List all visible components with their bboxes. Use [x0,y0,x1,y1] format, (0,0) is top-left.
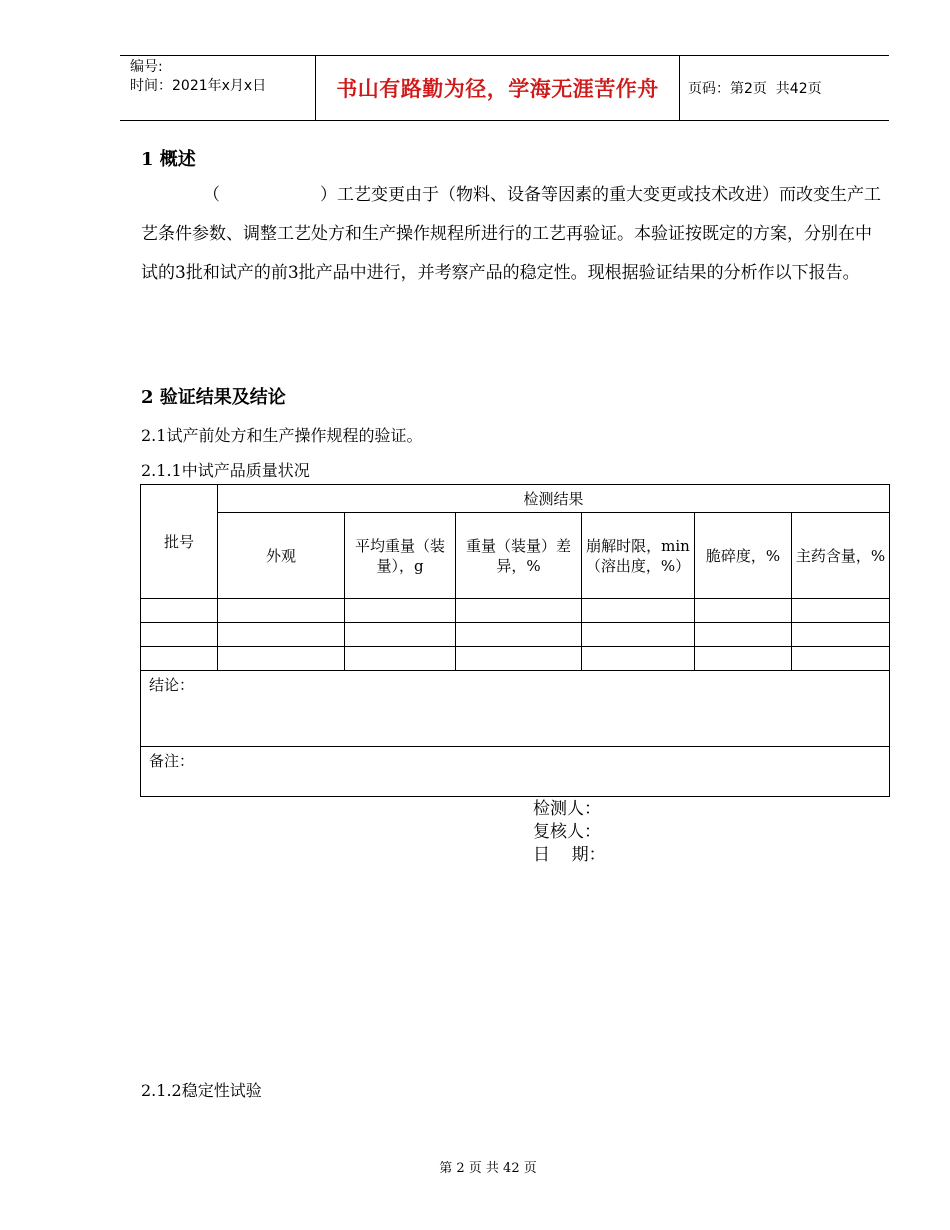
date-label: 日 期： [533,845,606,865]
section-1-title: 1 概述 [141,149,196,170]
header-motto: 书山有路勤为径，学海无涯苦作舟 [316,56,680,120]
subsection-2-1-2: 2.1.2稳定性试验 [141,1081,262,1100]
header-left-cell [120,56,316,120]
col-appearance: 外观 [218,513,345,599]
table-row [141,647,890,671]
header-page-label: 页码：第2页 共42页 [688,81,822,97]
page-header [120,55,889,121]
section-1-paragraph [141,176,881,293]
paragraph-open-paren: （ [203,185,220,205]
code-label: 编号: [130,59,163,75]
tester-label: 检测人： [533,799,601,819]
conclusion-cell: 结论： [141,671,890,747]
batch-header: 批号 [141,485,218,599]
results-header: 检测结果 [218,485,890,513]
table-row [141,623,890,647]
paragraph-text: ）工艺变更由于（物料、设备等因素的重大变更或技术改进）而改变生产工艺条件参数、调整工艺处方和生产操作规程所进行的工艺再验证。本验证按既定的方案，分别在中试的3批和试产的前3批产品中进行，并考察产品的稳定性。现根据验证结果的分析作以下报告。 [141,185,881,283]
col-weight-diff: 重量（装量）差异，% [456,513,582,599]
section-2-title: 2 验证结果及结论 [141,387,286,408]
page-footer: 第 2 页 共 42 页 [439,1161,537,1176]
subsection-2-1: 2.1试产前处方和生产操作规程的验证。 [141,426,423,445]
reviewer-label: 复核人： [533,822,601,842]
table-row [141,599,890,623]
col-content: 主药含量，% [792,513,890,599]
time-label: 时间：2021年x月x日 [130,78,267,94]
quality-table [140,484,890,797]
subsection-2-1-1: 2.1.1中试产品质量状况 [141,461,310,480]
col-disintegration: 崩解时限，min（溶出度，%） [582,513,695,599]
signoff-block [533,798,606,867]
col-friability: 脆碎度，% [695,513,792,599]
col-avg-weight: 平均重量（装量），g [345,513,456,599]
remark-cell: 备注： [141,747,890,797]
